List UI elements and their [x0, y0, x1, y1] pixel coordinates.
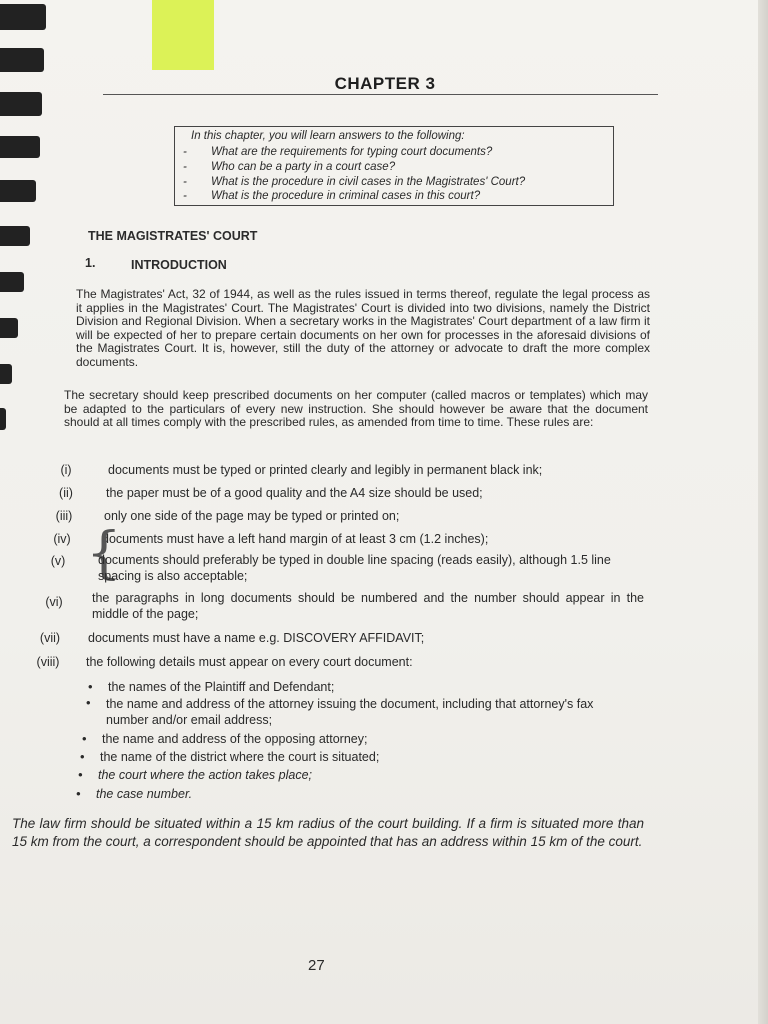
- rule-text: the following details must appear on every court document:: [86, 655, 413, 669]
- binding-hole: [0, 318, 18, 338]
- rules-paragraph: The secretary should keep prescribed documents on her computer (called macros or templates) which may be adapted to the particulars of every new instruction. She should however be aware that the document should at all times comply with the prescribed rules, as amended from time to time. These rules are:: [64, 388, 648, 429]
- bullet-dot: •: [86, 695, 91, 710]
- objective-text: What are the requirements for typing court documents?: [211, 146, 493, 158]
- intro-paragraph: The Magistrates' Act, 32 of 1944, as well as the rules issued in terms thereof, regulate the legal process as it applies in the Magistrates' Court. The Magistrates' Court is divided into two divisions, namely the District Division and Regional Division. When a secretary works in the Magistrates' Court department of a law firm it will be expected of her to prepare certain documents on her own for processes in the aforesaid divisions of the Magistrates Court. It is, however, still the duty of the attorney or advocate to draft the more complex documents.: [76, 287, 650, 369]
- detail-text: the case number.: [96, 787, 193, 801]
- binding-hole: [0, 136, 40, 158]
- rule-number: (vii): [39, 631, 61, 645]
- subsection-number: 1.: [85, 256, 96, 270]
- rule-number: (vi): [45, 595, 63, 609]
- binding-hole: [0, 92, 42, 116]
- detail-text: the name and address of the opposing attorney;: [102, 732, 368, 746]
- rule-number: (i): [60, 463, 72, 477]
- detail-item: [76, 786, 193, 801]
- bullet-dot: •: [78, 767, 83, 782]
- page-edge: [758, 0, 768, 1024]
- detail-item: [80, 749, 380, 764]
- rule-number: (iv): [53, 532, 71, 546]
- chapter-title: CHAPTER 3: [334, 74, 436, 93]
- dash-bullet: -: [183, 190, 187, 202]
- objective-item: [183, 189, 481, 204]
- rule-text: documents must have a name e.g. DISCOVERY AFFIDAVIT;: [88, 631, 425, 645]
- dash-bullet: -: [183, 146, 187, 158]
- rule-text: documents should preferably be typed in double line spacing (reads easily), although 1.5 line spacing is also acceptable;: [98, 553, 611, 583]
- binding-hole: [0, 180, 36, 202]
- binding-hole: [0, 408, 6, 430]
- objective-text: What is the procedure in civil cases in the Magistrates' Court?: [211, 176, 526, 188]
- objectives-intro: In this chapter, you will learn answers to the following:: [191, 130, 465, 142]
- bullet-dot: •: [82, 731, 87, 746]
- objective-text: What is the procedure in criminal cases in this court?: [211, 190, 481, 202]
- binding-hole: [0, 226, 30, 246]
- objective-item: [183, 175, 526, 190]
- rule-text: the paragraphs in long documents should be numbered and the number should appear in the middle of the page;: [92, 591, 644, 621]
- rule-text: only one side of the page may be typed or printed on;: [104, 509, 400, 523]
- dash-bullet: -: [183, 161, 187, 173]
- chapter-objectives-box: [174, 126, 614, 206]
- handwritten-brace: {: [86, 521, 122, 586]
- closing-paragraph: The law firm should be situated within a 15 km radius of the court building. If a firm is situated more than 15 km from the court, a correspondent should be appointed that has an address within 15 km of the court.: [12, 816, 644, 849]
- title-rule: [103, 94, 658, 95]
- binding-hole: [0, 4, 46, 30]
- detail-text: the court where the action takes place;: [98, 768, 313, 782]
- detail-text: the name and address of the attorney issuing the document, including that attorney's fax number and/or email address;: [106, 697, 594, 727]
- binding-hole: [0, 364, 12, 384]
- rule-text: documents must have a left hand margin of at least 3 cm (1.2 inches);: [102, 532, 489, 546]
- sticky-note-tab: [152, 0, 214, 70]
- objective-item: [183, 145, 493, 160]
- bullet-dot: •: [80, 749, 85, 764]
- detail-item: [88, 679, 335, 694]
- objective-item: [183, 160, 396, 175]
- section-heading: THE MAGISTRATES' COURT: [88, 229, 258, 243]
- rule-text: the paper must be of a good quality and the A4 size should be used;: [106, 486, 483, 500]
- subsection-title: INTRODUCTION: [131, 258, 227, 272]
- rule-number: (iii): [55, 509, 73, 523]
- spiral-binding: [0, 0, 48, 440]
- binding-hole: [0, 48, 44, 72]
- rule-number: (viii): [36, 655, 60, 669]
- detail-item: [82, 731, 368, 746]
- bullet-dot: •: [88, 679, 93, 694]
- rule-text: documents must be typed or printed clearly and legibly in permanent black ink;: [108, 463, 543, 477]
- detail-text: the names of the Plaintiff and Defendant;: [108, 680, 335, 694]
- rule-number: (v): [50, 554, 66, 568]
- detail-item: [86, 695, 606, 728]
- dash-bullet: -: [183, 176, 187, 188]
- rule-number: (ii): [59, 486, 73, 500]
- binding-hole: [0, 272, 24, 292]
- page-number: 27: [308, 957, 325, 974]
- objective-text: Who can be a party in a court case?: [211, 161, 396, 173]
- bullet-dot: •: [76, 786, 81, 801]
- detail-text: the name of the district where the court is situated;: [100, 750, 380, 764]
- detail-item: [78, 767, 313, 782]
